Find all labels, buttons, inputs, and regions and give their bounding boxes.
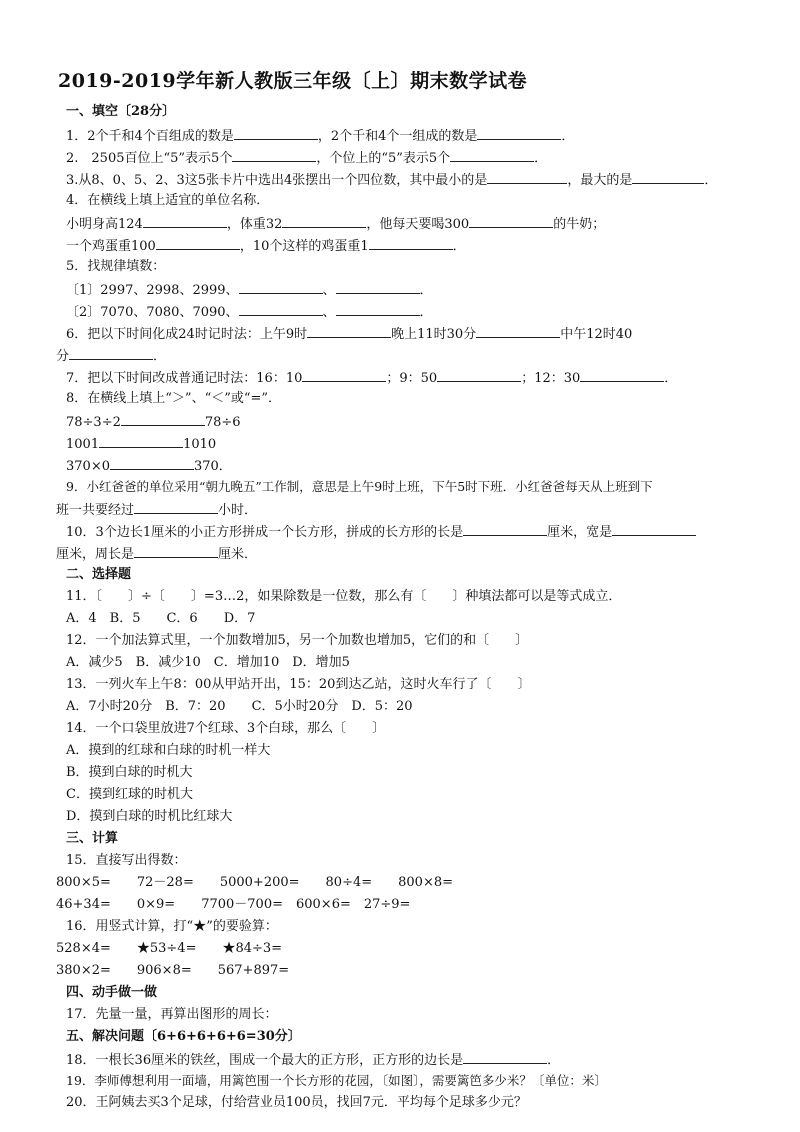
question-5-line-2: 〔2〕7070、7080、7090、 、 ． bbox=[66, 305, 433, 320]
answer-blank[interactable] bbox=[612, 523, 696, 536]
answer-blank[interactable] bbox=[302, 369, 386, 382]
answer-blank[interactable] bbox=[307, 325, 391, 338]
question-6-line-1: 6．把以下时间化成24时记时法：上午9时 晚上11时30分 中午12时40 bbox=[66, 327, 633, 342]
answer-blank[interactable] bbox=[282, 215, 366, 228]
question-18: 18．一根长36厘米的铁丝，围成一个最大的正方形，正方形的边长是 ． bbox=[66, 1053, 561, 1068]
section-5-heading: 五、解决问题〔6+6+6+6+6=30分〕 bbox=[66, 1029, 301, 1044]
question-9-line-1: 9．小红爸爸的单位采用“朝九晚五”工作制，意思是上午9时上班，下午5时下班．小红爸爸每天从上班到下 bbox=[66, 479, 653, 494]
question-8-row-2: 1001 1010 bbox=[66, 437, 217, 452]
answer-blank[interactable] bbox=[110, 457, 194, 470]
answer-blank[interactable] bbox=[156, 237, 240, 250]
answer-blank[interactable] bbox=[234, 127, 318, 140]
answer-blank[interactable] bbox=[632, 171, 704, 184]
answer-blank[interactable] bbox=[476, 325, 560, 338]
question-16-row-2: 380×2= 906×8= 567+897= bbox=[56, 963, 290, 978]
answer-blank[interactable] bbox=[239, 303, 323, 316]
question-12-stem: 12．一个加法算式里，一个加数增加5，另一个加数也增加5，它们的和〔 〕 bbox=[66, 633, 529, 648]
question-8-row-1: 78÷3÷2 78÷6 bbox=[66, 415, 241, 430]
answer-blank[interactable] bbox=[69, 347, 153, 360]
question-5-intro: 5．找规律填数： bbox=[66, 259, 166, 274]
question-2: 2. 2505百位上“5”表示5个 ，个位上的“5”表示5个 ． bbox=[66, 151, 548, 166]
answer-blank[interactable] bbox=[121, 413, 205, 426]
question-14-option-b: B．摸到白球的时机大 bbox=[66, 765, 193, 780]
answer-blank[interactable] bbox=[134, 501, 218, 514]
question-7: 7．把以下时间改成普通记时法：16：10 ；9：50 ；12：30 ． bbox=[66, 371, 678, 386]
question-15-intro: 15．直接写出得数： bbox=[66, 853, 187, 868]
question-8-intro: 8．在横线上填上“＞”、“＜”或“=”． bbox=[66, 391, 282, 406]
question-14-option-c: C．摸到红球的时机大 bbox=[66, 787, 193, 802]
answer-blank[interactable] bbox=[487, 171, 567, 184]
question-12-options: A．减少5 B．减少10 C．增加10 D．增加5 bbox=[66, 655, 350, 670]
answer-blank[interactable] bbox=[99, 435, 183, 448]
question-16-row-1: 528×4= ★53÷4= ★84÷3= bbox=[56, 941, 283, 956]
question-6-line-2: 分 ． bbox=[56, 349, 167, 364]
question-9-line-2: 班一共要经过 小时． bbox=[56, 503, 258, 518]
answer-blank[interactable] bbox=[134, 545, 218, 558]
answer-blank[interactable] bbox=[369, 237, 453, 250]
question-13-stem: 13．一列火车上午8：00从甲站开出，15：20到达乙站，这时火车行了〔 〕 bbox=[66, 677, 531, 692]
answer-blank[interactable] bbox=[336, 303, 420, 316]
answer-blank[interactable] bbox=[477, 127, 561, 140]
question-10-line-1: 10．3个边长1厘米的小正方形拼成一个长方形，拼成的长方形的长是 厘米，宽是 bbox=[66, 523, 696, 539]
answer-blank[interactable] bbox=[463, 1051, 547, 1064]
question-14-option-a: A．摸到的红球和白球的时机一样大 bbox=[66, 743, 271, 758]
answer-blank[interactable] bbox=[143, 215, 227, 228]
exam-title: 2019-2019学年新人教版三年级〔上〕期末数学试卷 bbox=[58, 70, 528, 92]
question-11-stem: 11．〔 〕÷〔 〕=3…2，如果除数是一位数，那么有〔 〕种填法都可以是等式成立． bbox=[66, 589, 622, 604]
question-4-intro: 4．在横线上填上适宜的单位名称． bbox=[66, 193, 270, 208]
question-8-row-3: 370×0 370． bbox=[66, 459, 232, 474]
answer-blank[interactable] bbox=[580, 369, 664, 382]
question-10-line-2: 厘米，周长是 厘米． bbox=[56, 547, 258, 562]
answer-blank[interactable] bbox=[450, 149, 534, 162]
answer-blank[interactable] bbox=[239, 281, 323, 294]
section-4-heading: 四、动手做一做 bbox=[66, 985, 158, 1000]
section-2-heading: 二、选择题 bbox=[66, 567, 132, 582]
question-14-option-d: D．摸到白球的时机比红球大 bbox=[66, 809, 233, 824]
question-20: 20．王阿姨去买3个足球，付给营业员100员，找回7元．平均每个足球多少元？ bbox=[66, 1095, 527, 1110]
answer-blank[interactable] bbox=[469, 215, 553, 228]
question-3: 3.从8、0、5、2、3这5张卡片中选出4张摆出一个四位数，其中最小的是 ，最大的是 ． bbox=[66, 173, 718, 188]
question-11-options: A．4 B．5 C．6 D．7 bbox=[66, 611, 256, 626]
question-5-line-1: 〔1〕2997、2998、2999、 、 ． bbox=[66, 283, 433, 298]
question-16-intro: 16．用竖式计算，打“★”的要验算： bbox=[66, 919, 278, 934]
question-15-row-2: 46+34= 0×9= 7700－700= 600×6= 27÷9= bbox=[56, 897, 411, 912]
answer-blank[interactable] bbox=[437, 369, 521, 382]
answer-blank[interactable] bbox=[336, 281, 420, 294]
question-19: 19．李师傅想利用一面墙，用篱笆围一个长方形的花园，〔如图〕，需要篱笆多少米？〔单位：米〕 bbox=[66, 1073, 607, 1088]
answer-blank[interactable] bbox=[232, 149, 316, 162]
section-1-heading: 一、填空〔28分〕 bbox=[66, 104, 176, 119]
question-14-stem: 14．一个口袋里放进7个红球、3个白球，那么〔 〕 bbox=[66, 721, 386, 736]
question-4-line-2: 一个鸡蛋重100 ，10个这样的鸡蛋重1 ． bbox=[66, 239, 466, 254]
question-13-options: A．7小时20分 B．7：20 C．5小时20分 D．5：20 bbox=[66, 699, 413, 714]
section-3-heading: 三、计算 bbox=[66, 831, 119, 846]
answer-blank[interactable] bbox=[463, 523, 547, 536]
question-15-row-1: 800×5= 72－28= 5000+200= 80÷4= 800×8= bbox=[56, 875, 453, 890]
question-4-line-1: 小明身高124 ，体重32 ，他每天要喝300 的牛奶； bbox=[66, 217, 606, 232]
question-17: 17．先量一量，再算出图形的周长： bbox=[66, 1007, 278, 1022]
question-1: 1．2个千和4个百组成的数是 ，2个千和4个一组成的数是 ． bbox=[66, 129, 575, 144]
